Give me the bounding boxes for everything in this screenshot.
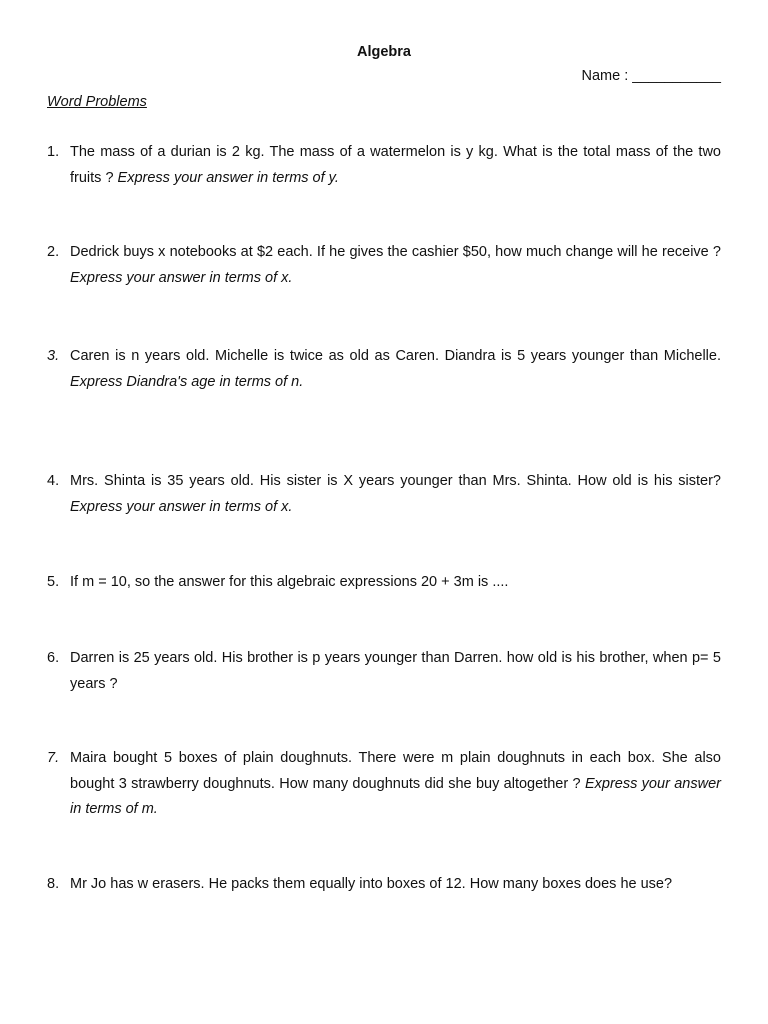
question-text: Darren is 25 years old. His brother is p years younger than Darren. how old is his brother, when p= 5 years ?: [70, 650, 721, 692]
question-text: If m = 10, so the answer for this algebraic expressions 20 + 3m is ....: [70, 574, 509, 590]
question-text: The mass of a durian is 2 kg. The mass of a watermelon is y kg. What is the total mass of the two fruits ?: [70, 144, 721, 186]
page-title: Algebra: [357, 44, 411, 60]
question-number: 6.: [47, 650, 60, 666]
question-text: Dedrick buys x notebooks at $2 each. If he gives the cashier $50, how much change will he receive ?: [70, 244, 721, 260]
question-5: [47, 570, 721, 596]
question-1: [47, 140, 721, 191]
question-number: 8.: [47, 876, 60, 892]
question-body: [70, 240, 721, 291]
question-number: 7.: [47, 750, 60, 766]
question-3: [47, 344, 721, 395]
question-number: 5.: [47, 574, 60, 590]
question-number: 1.: [47, 144, 60, 160]
question-8: [47, 872, 721, 898]
question-number: 2.: [47, 244, 60, 260]
question-text: Mr Jo has w erasers. He packs them equally into boxes of 12. How many boxes does he use?: [70, 876, 673, 892]
question-instruction: Express your answer in terms of x.: [70, 269, 293, 286]
question-body: [70, 344, 721, 395]
question-instruction: Express your answer in terms of x.: [70, 498, 293, 515]
question-instruction: Express your answer in terms of y.: [117, 169, 339, 186]
question-text: Maira bought 5 boxes of plain doughnuts. There were m plain doughnuts in each box. She also bought 3 strawberry doughnuts. How many doughnuts did she buy altogether ?: [70, 750, 721, 792]
question-body: [70, 570, 721, 596]
question-body: [70, 646, 721, 697]
question-number: 3.: [47, 348, 60, 364]
question-number: 4.: [47, 473, 60, 489]
question-body: [70, 469, 721, 520]
name-field-label: Name : ___________: [581, 68, 721, 84]
question-instruction: Express Diandra's age in terms of n.: [70, 373, 304, 390]
question-7: [47, 746, 721, 823]
question-6: [47, 646, 721, 697]
question-4: [47, 469, 721, 520]
question-body: [70, 872, 721, 898]
question-text: Caren is n years old. Michelle is twice as old as Caren. Diandra is 5 years younger than Michelle.: [70, 348, 721, 364]
question-body: [70, 746, 721, 823]
question-instruction: Express your answer in terms of m.: [70, 775, 721, 817]
question-2: [47, 240, 721, 291]
section-title: Word Problems: [47, 94, 147, 110]
question-text: Mrs. Shinta is 35 years old. His sister is X years younger than Mrs. Shinta. How old is his sister?: [70, 473, 721, 489]
question-body: [70, 140, 721, 191]
